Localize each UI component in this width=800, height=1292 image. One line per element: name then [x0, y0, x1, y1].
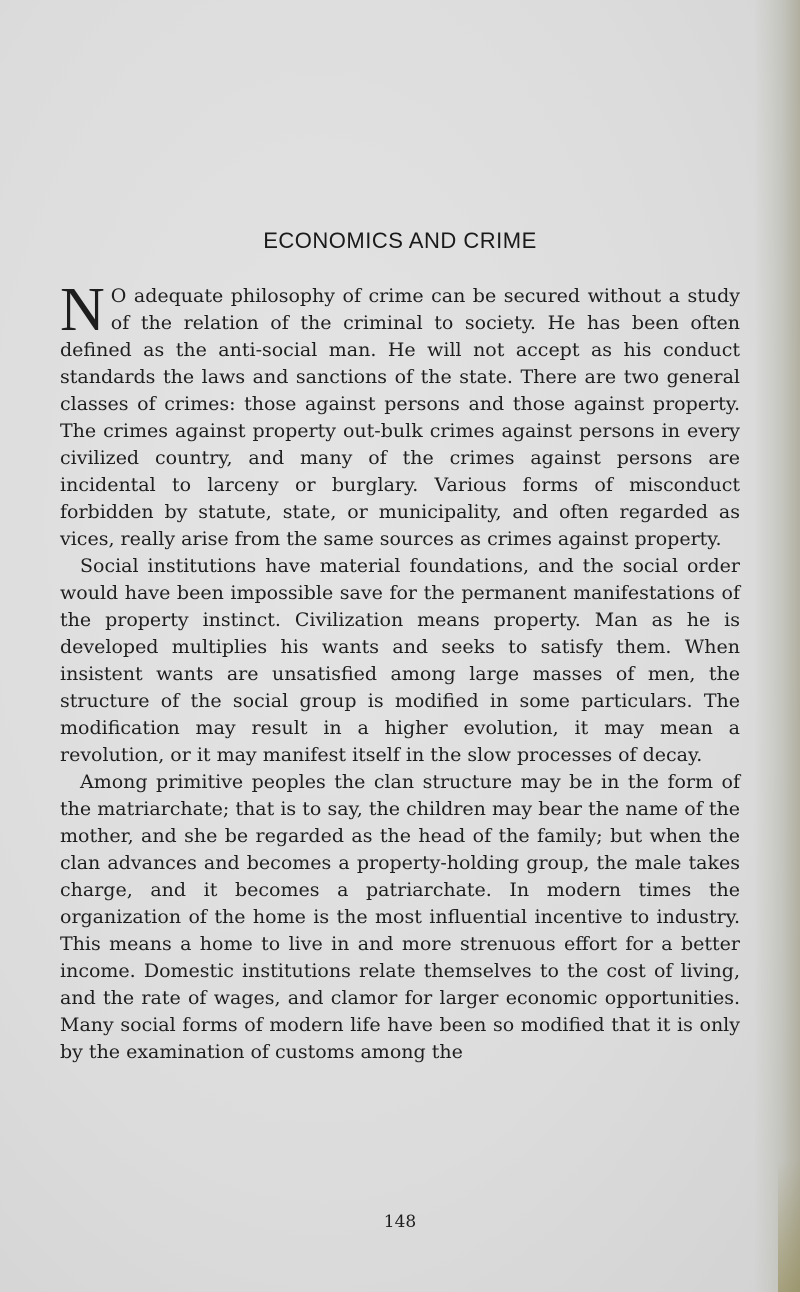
body-text	[60, 276, 740, 1066]
paragraph-2: Social institutions have material foundations, and the social order would have been impossible save for the permanent manifestations of the property instinct. Civilization means property. Man as he is developed multiplies his wants and seeks to satisfy them. When insistent wants are unsatisfied among large masses of men, the structure of the social group is modified in some particulars. The modification may result in a higher evolution, it may mean a revolution, or it may manifest itself in the slow processes of decay.	[60, 555, 740, 766]
page-edge-shadow	[754, 0, 800, 1292]
paragraph-1-text: O adequate philosophy of crime can be secured without a study of the relation of the criminal to society. He has been often defined as the anti-social man. He will not accept as his conduct standards the laws and sanctions of the state. There are two general classes of crimes: those against persons and those against property. The crimes against property out-bulk crimes against persons in every civilized country, and many of the crimes against persons are incidental to larceny or burglary. Various forms of misconduct forbidden by statute, state, or municipality, and often regarded as vices, really arise from the same sources as crimes against property.	[60, 285, 740, 550]
running-head-title: ECONOMICS AND CRIME	[263, 228, 537, 253]
drop-cap: N	[60, 276, 105, 344]
paragraph-1	[60, 276, 740, 553]
paragraph-3: Among primitive peoples the clan structure may be in the form of the matriarchate; that is to say, the children may bear the name of the mother, and she be regarded as the head of the family; but when the clan advances and becomes a property-holding group, the male takes charge, and it becomes a patriarchate. In modern times the organization of the home is the most influential incentive to industry. This means a home to live in and more strenuous effort for a better income. Domestic institutions relate themselves to the cost of living, and the rate of wages, and clamor for larger economic opportunities. Many social forms of modern life have been so modified that it is only by the examination of customs among the	[60, 771, 740, 1063]
page-number: 148	[383, 1212, 417, 1232]
